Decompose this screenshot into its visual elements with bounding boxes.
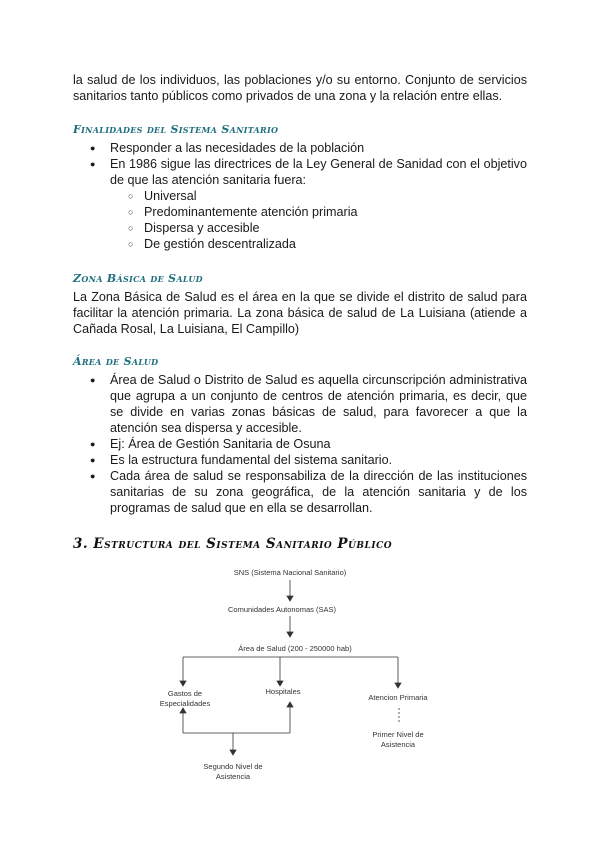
list-item: ● Responder a las necesidades de la población <box>73 140 527 156</box>
diagram-node-primer-nivel-2: Asistencia <box>380 740 416 749</box>
list-item: ● En 1986 sigue las directrices de la Ley General de Sanidad con el objetivo de que las atención sanitaria fuera: <box>73 156 527 188</box>
diagram-node-sns: SNS (Sistema Nacional Sanitario) <box>233 568 347 577</box>
heading-section-3: 3. Estructura del Sistema Sanitario Público <box>73 536 393 552</box>
sub-list-item: ○ De gestión descentralizada <box>73 236 527 252</box>
intro-paragraph: la salud de los individuos, las poblaciones y/o su entorno. Conjunto de servicios sanitarios tanto públicos como privados de una zona y la relación entre ellas. <box>73 73 527 103</box>
list-item: ● Cada área de salud se responsabiliza de la dirección de las instituciones sanitarias de su zona geográfica, de la atención sanitaria y de los programas de salud que en ella se desarrollan. <box>73 468 527 516</box>
diagram-node-segundo-nivel-2: Asistencia <box>215 772 251 781</box>
heading-finalidades: Finalidades del Sistema Sanitario <box>73 123 279 136</box>
diagram-node-segundo-nivel: Segundo Nivel de <box>203 762 263 771</box>
diagram-node-area: Área de Salud (200 - 250000 hab) <box>238 644 352 653</box>
zona-paragraph: La Zona Básica de Salud es el área en la que se divide el distrito de salud para facilitar la atención primaria. La zona básica de salud de La Luisiana (atiende a Cañada Rosal, La Luisiana, El Campillo) <box>73 290 527 336</box>
sub-list-item: ○ Universal <box>73 188 527 204</box>
diagram-node-gastos: Gastos de <box>167 689 203 698</box>
sub-list-item: ○ Predominantemente atención primaria <box>73 204 527 220</box>
diagram-node-gastos-2: Especialidades <box>159 699 211 708</box>
diagram-node-ccaa: Comunidades Autonomas (SAS) <box>228 605 336 614</box>
list-item: ● Es la estructura fundamental del sistema sanitario. <box>73 452 527 468</box>
list-item: ● Área de Salud o Distrito de Salud es aquella circunscripción administrativa que agrupa a un conjunto de centros de atención primaria, es decir, que se divide en varias zonas básicas de salud, para favorecer a que la atención sea dispersa y accesible. <box>73 372 527 436</box>
sub-list-item: ○ Dispersa y accesible <box>73 220 527 236</box>
heading-area-salud: Área de Salud <box>73 355 159 368</box>
diagram-node-primer-nivel: Primer Nivel de <box>372 730 424 739</box>
list-item: ● Ej: Área de Gestión Sanitaria de Osuna <box>73 436 527 452</box>
diagram-node-hospitales: Hospitales <box>265 687 301 696</box>
heading-zona-basica: Zona Básica de Salud <box>73 272 203 285</box>
diagram-node-atencion-primaria: Atencion Primaria <box>368 693 428 702</box>
